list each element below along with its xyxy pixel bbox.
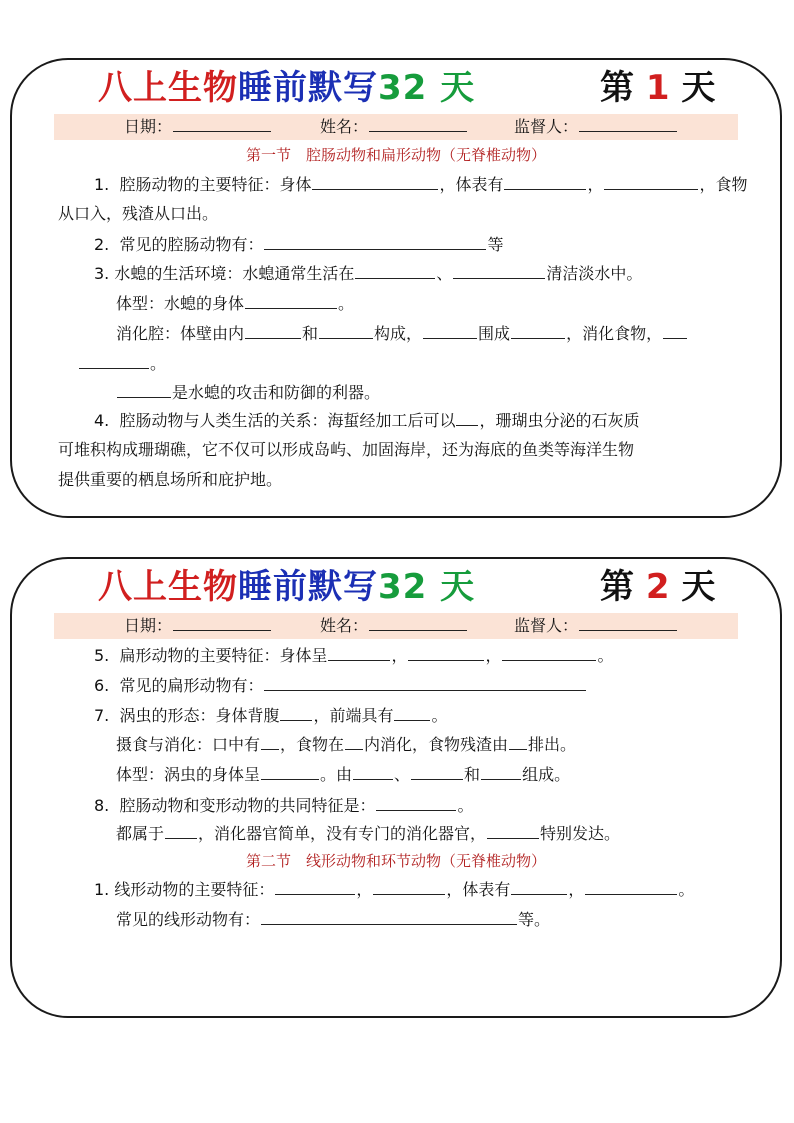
day-label	[600, 64, 715, 112]
date-label: 日期：	[124, 117, 173, 136]
supervisor-field[interactable]	[514, 613, 678, 639]
title-part-task: 睡前默写	[238, 567, 378, 607]
answer-blank[interactable]	[456, 408, 478, 426]
question-text: 体型：涡虫的身体呈	[116, 765, 261, 784]
answer-blank[interactable]	[604, 172, 698, 190]
answer-blank[interactable]	[504, 172, 586, 190]
name-field[interactable]	[320, 613, 468, 639]
question-text: 3. 水螅的生活环境：水螅通常生活在	[94, 264, 355, 283]
answer-blank[interactable]	[423, 321, 477, 339]
question-text: 体型：水螅的身体	[116, 294, 245, 313]
answer-blank[interactable]	[245, 291, 337, 309]
answer-blank[interactable]	[275, 877, 355, 895]
answer-blank[interactable]	[353, 762, 393, 780]
answer-blank[interactable]	[165, 821, 197, 839]
question-text: ，食物在	[280, 735, 345, 754]
question-line	[116, 762, 570, 787]
day-number: 2	[645, 567, 670, 607]
question-line	[94, 877, 694, 902]
question-text: 。	[431, 706, 448, 725]
supervisor-blank[interactable]	[579, 613, 677, 631]
title-part-subject: 八上生物	[98, 68, 238, 108]
date-label: 日期：	[124, 616, 173, 635]
question-text: 和	[302, 324, 319, 343]
answer-blank[interactable]	[509, 732, 527, 750]
day-number: 1	[645, 68, 670, 108]
answer-blank[interactable]	[245, 321, 301, 339]
question-text: 常见的扁形动物有：	[119, 676, 264, 695]
answer-blank[interactable]	[261, 762, 319, 780]
question-line	[94, 793, 473, 818]
supervisor-label: 监督人：	[514, 117, 579, 136]
answer-blank[interactable]	[280, 703, 312, 721]
question-text: 。	[678, 880, 695, 899]
question-text: ，体表有	[439, 175, 504, 194]
date-blank[interactable]	[173, 114, 271, 132]
question-text: 。	[457, 796, 474, 815]
name-blank[interactable]	[369, 613, 467, 631]
question-text: 腔肠动物和变形动物的共同特征是：	[119, 796, 376, 815]
question-text: 、	[394, 765, 411, 784]
question-line: 从口入，残渣从口出。	[58, 204, 219, 223]
question-text: 摄食与消化：口中有	[116, 735, 261, 754]
question-text: ，	[568, 880, 585, 899]
question-text: 是水螅的攻击和防御的利器。	[172, 383, 381, 402]
answer-blank[interactable]	[261, 907, 517, 925]
question-text: 涡虫的形态：身体背腹	[119, 706, 280, 725]
section-heading: 第一节 腔肠动物和扁形动物（无脊椎动物）	[245, 146, 546, 164]
section-heading: 第二节 线形动物和环节动物（无脊椎动物）	[245, 852, 546, 870]
question-text: 常见的线形动物有：	[116, 910, 261, 929]
supervisor-blank[interactable]	[579, 114, 677, 132]
question-text: 扁形动物的主要特征：身体呈	[119, 646, 328, 665]
answer-blank[interactable]	[319, 321, 373, 339]
answer-blank[interactable]	[376, 793, 456, 811]
title-part-days: 32 天	[378, 567, 476, 607]
answer-blank[interactable]	[264, 673, 586, 691]
question-text: 常见的腔肠动物有：	[119, 235, 264, 254]
question-line	[116, 321, 688, 346]
question-line: 提供重要的栖息场所和庇护地。	[58, 470, 283, 489]
question-line	[78, 351, 166, 376]
question-number: 7.	[94, 706, 110, 725]
answer-blank[interactable]	[511, 877, 567, 895]
answer-blank[interactable]	[261, 732, 279, 750]
question-line	[116, 732, 576, 757]
question-text: 、	[436, 264, 453, 283]
question-line	[94, 172, 748, 197]
day-prefix: 第	[600, 567, 646, 607]
question-text: 内消化，食物残渣由	[364, 735, 509, 754]
title-part-days: 32 天	[378, 68, 476, 108]
answer-blank[interactable]	[355, 261, 435, 279]
title-part-subject: 八上生物	[98, 567, 238, 607]
answer-blank[interactable]	[453, 261, 545, 279]
question-text: ，体表有	[446, 880, 511, 899]
question-text: 。由	[320, 765, 353, 784]
question-number: 2.	[94, 235, 110, 254]
worksheet-title	[98, 64, 475, 112]
question-text: 腔肠动物与人类生活的关系：海蜇经加工后可以	[119, 411, 456, 430]
question-line: 可堆积构成珊瑚礁，它不仅可以形成岛屿、加固海岸，还为海底的鱼类等海洋生物	[58, 440, 635, 459]
question-text: ，	[356, 880, 373, 899]
question-number: 4.	[94, 411, 110, 430]
question-number: 6.	[94, 676, 110, 695]
question-text: 等	[487, 235, 504, 254]
answer-blank[interactable]	[411, 762, 463, 780]
day-suffix: 天	[669, 567, 716, 607]
question-line	[94, 261, 642, 286]
question-text: ，前端具有	[313, 706, 394, 725]
question-line	[94, 673, 587, 698]
day-prefix: 第	[600, 68, 646, 108]
question-text: 清洁淡水中。	[546, 264, 643, 283]
question-line	[94, 703, 447, 728]
question-text: ，消化器官简单，没有专门的消化器官，	[198, 824, 487, 843]
question-text: 构成，	[374, 324, 423, 343]
title-part-task: 睡前默写	[238, 68, 378, 108]
answer-blank[interactable]	[79, 351, 149, 369]
question-line	[94, 232, 503, 257]
question-text: 消化腔：体壁由内	[116, 324, 245, 343]
question-text: 。	[597, 646, 614, 665]
worksheet-card-day-2	[10, 557, 782, 1018]
question-text: 组成。	[522, 765, 571, 784]
day-label	[600, 563, 715, 611]
name-label: 姓名：	[320, 117, 369, 136]
name-label: 姓名：	[320, 616, 369, 635]
question-line	[94, 643, 614, 668]
question-text: 排出。	[528, 735, 577, 754]
question-number: 8.	[94, 796, 110, 815]
question-text: ，	[391, 646, 408, 665]
question-line	[116, 291, 354, 316]
date-blank[interactable]	[173, 613, 271, 631]
info-bar	[54, 613, 738, 639]
question-text: ，珊瑚虫分泌的石灰质	[479, 411, 640, 430]
question-text: ，消化食物，	[566, 324, 663, 343]
name-blank[interactable]	[369, 114, 467, 132]
question-text: 和	[464, 765, 481, 784]
answer-blank[interactable]	[408, 643, 484, 661]
answer-blank[interactable]	[487, 821, 539, 839]
answer-blank[interactable]	[328, 643, 390, 661]
question-text: 都属于	[116, 824, 165, 843]
answer-blank[interactable]	[373, 877, 445, 895]
supervisor-field[interactable]	[514, 114, 678, 140]
answer-blank[interactable]	[502, 643, 596, 661]
question-text: ，	[587, 175, 604, 194]
name-field[interactable]	[320, 114, 468, 140]
question-text: 腔肠动物的主要特征：身体	[119, 175, 312, 194]
question-text: 。	[338, 294, 355, 313]
question-text: 特别发达。	[540, 824, 621, 843]
answer-blank[interactable]	[511, 321, 565, 339]
question-number: 5.	[94, 646, 110, 665]
answer-blank[interactable]	[585, 877, 677, 895]
answer-blank[interactable]	[663, 321, 687, 339]
worksheet-card-day-1	[10, 58, 782, 518]
question-text: ，	[485, 646, 502, 665]
answer-blank[interactable]	[312, 172, 438, 190]
question-text: 围成	[478, 324, 511, 343]
answer-blank[interactable]	[345, 732, 363, 750]
question-line	[116, 907, 550, 932]
question-text: 。	[150, 354, 167, 373]
answer-blank[interactable]	[394, 703, 430, 721]
question-line	[116, 821, 620, 846]
date-field[interactable]	[124, 114, 272, 140]
supervisor-label: 监督人：	[514, 616, 579, 635]
info-bar	[54, 114, 738, 140]
answer-blank[interactable]	[481, 762, 521, 780]
question-text: ，食物	[699, 175, 748, 194]
answer-blank[interactable]	[264, 232, 486, 250]
question-text: 1. 线形动物的主要特征：	[94, 880, 275, 899]
day-suffix: 天	[669, 68, 716, 108]
question-text: 等。	[518, 910, 551, 929]
worksheet-title	[98, 563, 475, 611]
question-number: 1.	[94, 175, 110, 194]
question-line	[94, 408, 639, 433]
date-field[interactable]	[124, 613, 272, 639]
answer-blank[interactable]	[117, 380, 171, 398]
question-line	[116, 380, 380, 405]
